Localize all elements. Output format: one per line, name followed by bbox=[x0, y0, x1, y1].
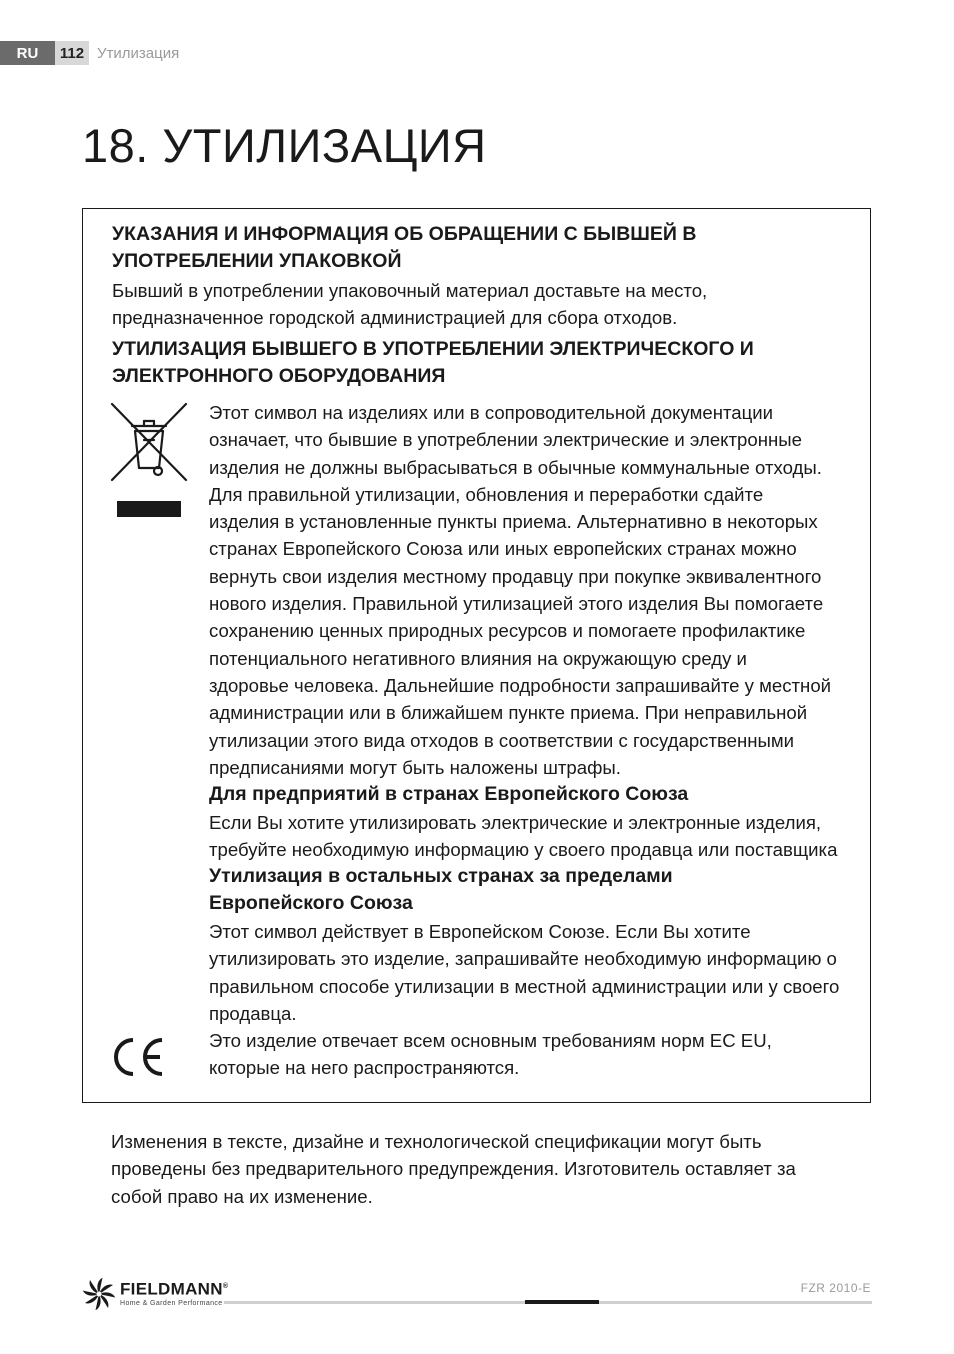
text-line: администрации или в ближайшем пункте приема. При неправильной bbox=[209, 702, 808, 724]
text-line: потенциального негативного влияния на окружающую среду и bbox=[209, 647, 747, 669]
brand-tagline: Home & Garden Performance bbox=[120, 1299, 223, 1307]
text-line: собой право на их изменение. bbox=[111, 1185, 373, 1207]
text-line: изделия не должны выбрасываться в обычные коммунальные отходы. bbox=[209, 456, 822, 478]
text-line: вернуть свои изделия местному продавцу при покупке эквивалентного bbox=[209, 565, 822, 587]
change-notice bbox=[111, 1128, 851, 1210]
page-number: 112 bbox=[55, 41, 89, 65]
text-line: Этот символ на изделиях или в сопроводительной документации bbox=[209, 402, 774, 423]
text-line: изделия в установленные пункты приема. Альтернативно в некоторых bbox=[209, 511, 818, 533]
text-line: проведены без предварительного предупреждения. Изготовитель оставляет за bbox=[111, 1158, 796, 1180]
text-line: которые на него распространяются. bbox=[209, 1057, 520, 1079]
language-badge: RU bbox=[0, 41, 55, 65]
text-line: Если Вы хотите утилизировать электрические и электронные изделия, bbox=[209, 812, 822, 833]
electronics-text bbox=[209, 399, 831, 781]
page-header bbox=[0, 41, 179, 65]
text-line: продавца. bbox=[209, 1002, 297, 1024]
header-section-name: Утилизация bbox=[97, 44, 180, 62]
non-eu-text bbox=[209, 918, 839, 1027]
text-line: Это изделие отвечает всем основным требованиям норм ЕС EU, bbox=[209, 1030, 772, 1051]
electronics-heading: УТИЛИЗАЦИЯ БЫВШЕГО В УПОТРЕБЛЕНИИ ЭЛЕКТРИЧЕСКОГО И ЭЛЕКТРОННОГО ОБОРУДОВАНИЯ bbox=[112, 338, 754, 387]
text-line: правильном способе утилизации в местной администрации или у своего bbox=[209, 975, 840, 997]
text-line: требуйте необходимую информацию у своего продавца или поставщика bbox=[209, 839, 838, 861]
heading-line: Утилизация в остальных странах за пределами bbox=[209, 865, 673, 887]
text-line: Бывший в употреблении упаковочный материал доставьте на место, bbox=[112, 280, 708, 301]
brand-logo bbox=[82, 1278, 228, 1310]
ce-text bbox=[209, 1027, 772, 1082]
text-line: сохранению ценных природных ресурсов и помогаете профилактике bbox=[209, 620, 806, 642]
text-line: Изменения в тексте, дизайне и технологической спецификации могут быть bbox=[111, 1131, 762, 1152]
fan-logo-icon bbox=[82, 1278, 116, 1310]
non-eu-heading bbox=[209, 863, 673, 917]
footer-rule-accent bbox=[525, 1300, 599, 1304]
packaging-text bbox=[112, 277, 707, 332]
text-line: утилизировать это изделие, запрашивайте необходимую информацию о bbox=[209, 948, 837, 970]
text-line: Для правильной утилизации, обновления и переработки сдайте bbox=[209, 483, 764, 505]
disposal-info-box bbox=[82, 208, 871, 1103]
heading-line: Европейского Союза bbox=[209, 892, 413, 914]
brand-wordmark: FIELDMANN bbox=[120, 1279, 223, 1299]
eu-business-heading: Для предприятий в странах Европейского Союза bbox=[209, 783, 689, 805]
weee-bar-icon bbox=[117, 501, 181, 517]
text-line: странах Европейского Союза или иных европейских странах можно bbox=[209, 538, 797, 560]
crossed-bin-icon bbox=[110, 402, 188, 482]
page-title: 18. УТИЛИЗАЦИЯ bbox=[82, 119, 487, 172]
brand-text bbox=[120, 1278, 228, 1308]
text-line: предписаниями могут быть наложены штрафы. bbox=[209, 756, 621, 778]
eu-business-text bbox=[209, 809, 837, 864]
text-line: здоровье человека. Дальнейшие подробности запрашивайте у местной bbox=[209, 674, 832, 696]
text-line: предназначенное городской администрацией для сбора отходов. bbox=[112, 307, 678, 329]
text-line: утилизации этого вида отходов в соответствии с государственными bbox=[209, 729, 795, 751]
packaging-heading: УКАЗАНИЯ И ИНФОРМАЦИЯ ОБ ОБРАЩЕНИИ С БЫВШЕЙ В УПОТРЕБЛЕНИИ УПАКОВКОЙ bbox=[112, 223, 697, 272]
ce-mark-icon bbox=[109, 1035, 167, 1079]
brand-name bbox=[120, 1278, 228, 1299]
model-number: FZR 2010-E bbox=[800, 1281, 871, 1295]
text-line: нового изделия. Правильной утилизацией этого изделия Вы помогаете bbox=[209, 593, 824, 615]
text-line: означает, что бывшие в употреблении электрические и электронные bbox=[209, 429, 802, 451]
trademark-symbol: ® bbox=[222, 1283, 229, 1290]
text-line: Этот символ действует в Европейском Союзе. Если Вы хотите bbox=[209, 921, 751, 942]
